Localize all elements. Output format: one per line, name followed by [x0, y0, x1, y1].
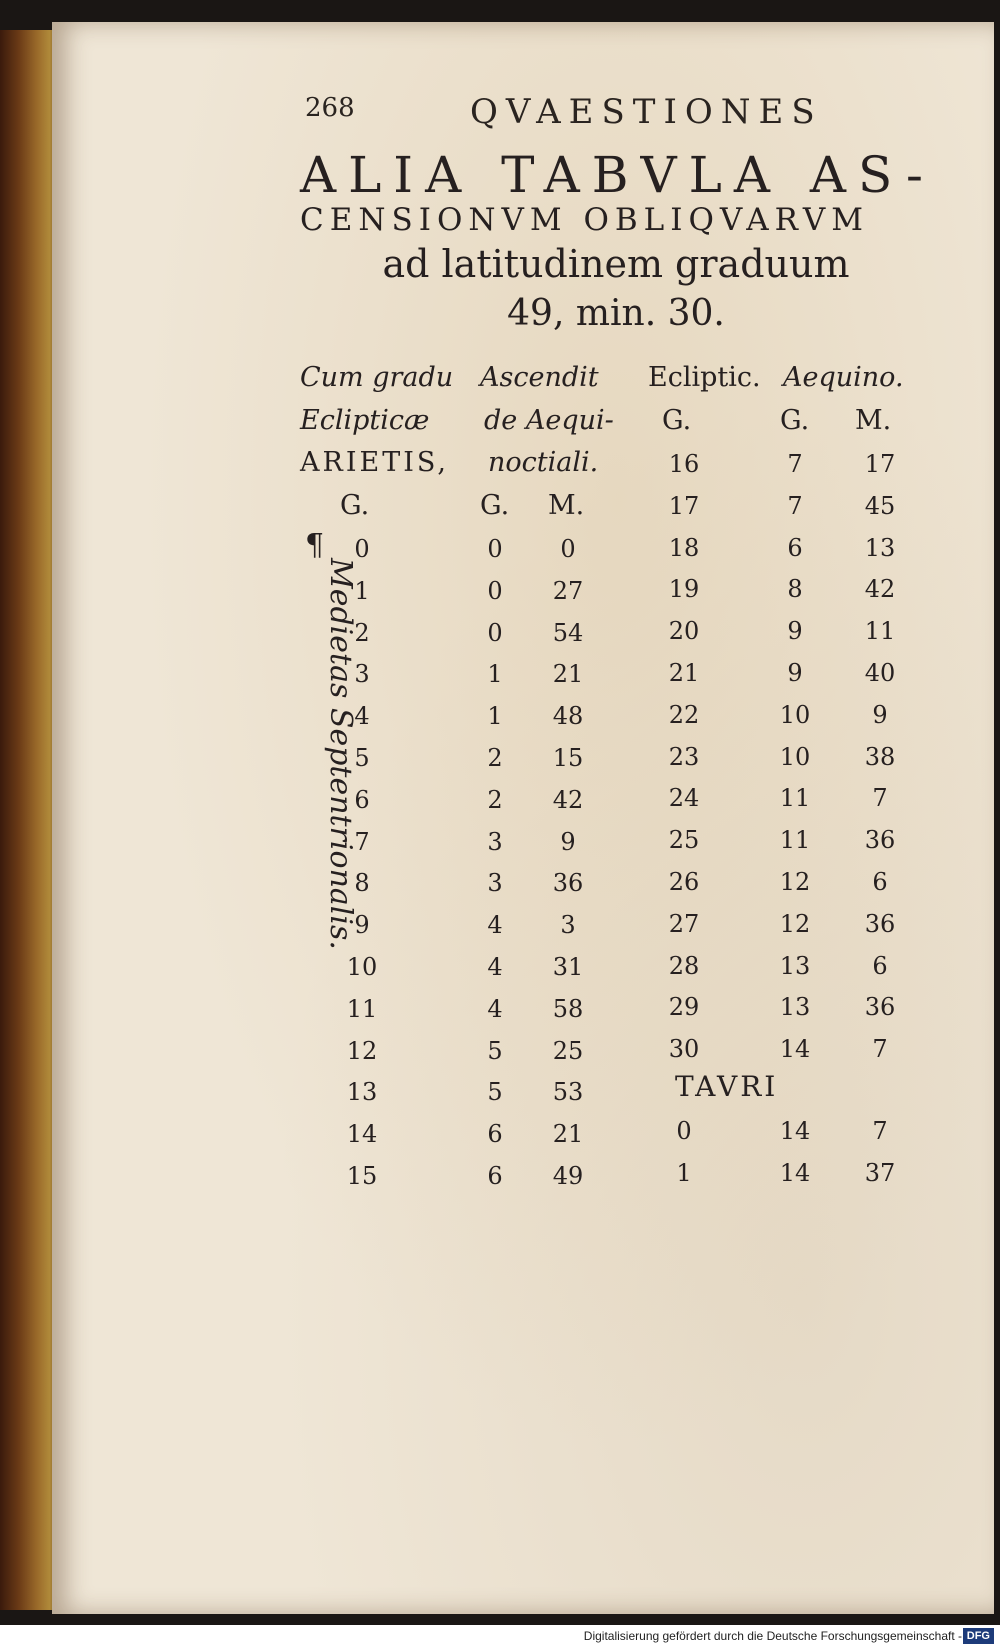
header-m-right: M.	[855, 405, 892, 436]
table-cell: 45	[864, 491, 896, 520]
table-cell: 7	[872, 1117, 888, 1145]
table-cell: 10	[346, 953, 378, 981]
table-cell: 3	[354, 660, 370, 689]
table-cell: 25	[668, 826, 700, 855]
table-cell: 0	[560, 535, 576, 563]
title-line-1: ALIA TABVLA AS-	[300, 146, 935, 204]
table-cell: 12	[779, 909, 811, 938]
table-cell: 15	[552, 744, 584, 772]
table-cell: 5	[487, 1078, 503, 1107]
header-cum-gradu: Cum gradu	[300, 362, 454, 393]
header-g-right2: G.	[780, 405, 810, 436]
table-cell: 6	[487, 1120, 503, 1149]
table-cell: 0	[354, 535, 370, 563]
table-cell: 21	[668, 659, 700, 687]
table-cell: 14	[779, 1035, 811, 1064]
tauri-label: TAVRI	[675, 1070, 779, 1103]
side-label: Medietas Septentrionalis.	[323, 558, 358, 950]
header-de-aequi: de Aequi-	[484, 405, 614, 436]
table-cell: 17	[864, 450, 896, 478]
table-cell: 16	[668, 450, 700, 478]
dfg-logo: DFG	[963, 1628, 994, 1644]
table-cell: 0	[487, 576, 503, 605]
table-cell: 11	[779, 826, 811, 855]
table-cell: 11	[864, 617, 896, 646]
table-cell: 1	[487, 702, 503, 731]
table-cell: 13	[779, 951, 811, 980]
table-cell: 14	[779, 1158, 811, 1187]
footer-credit: Digitalisierung gefördert durch die Deutsche Forschungsgemeinschaft -	[0, 1625, 1000, 1647]
table-cell: 2	[487, 744, 503, 772]
table-cell: 28	[668, 951, 700, 980]
table-cell: 4	[487, 994, 503, 1023]
table-cell: 29	[668, 993, 700, 1022]
table-cell: 30	[668, 1035, 700, 1064]
running-head: QVAESTIONES	[470, 92, 823, 132]
table-cell: 3	[487, 827, 503, 856]
table-cell: 36	[864, 909, 896, 938]
table-cell: 14	[346, 1120, 378, 1149]
header-eclipticae: Eclipticæ	[300, 405, 430, 436]
table-cell: 42	[864, 575, 896, 604]
table-cell: 4	[487, 911, 503, 940]
table-cell: 36	[552, 869, 584, 898]
table-cell: 12	[346, 1036, 378, 1065]
table-cell: 49	[552, 1162, 584, 1190]
header-noctiali: noctiali.	[488, 447, 599, 478]
table-cell: 0	[676, 1117, 692, 1145]
table-cell: 27	[552, 576, 584, 605]
table-cell: 6	[872, 951, 888, 980]
table-cell: 5	[487, 1036, 503, 1065]
table-cell: 53	[552, 1078, 584, 1107]
header-g-left: G.	[340, 490, 370, 521]
header-m-mid: M.	[548, 490, 585, 521]
table-cell: 21	[552, 1120, 584, 1149]
table-cell: 7	[787, 450, 803, 478]
table-cell: 11	[779, 784, 811, 813]
table-cell: 42	[552, 785, 584, 814]
table-cell: 37	[864, 1158, 896, 1187]
table-cell: 12	[779, 868, 811, 896]
table-cell: 6	[354, 785, 370, 814]
table-cell: 18	[668, 533, 700, 562]
page-number: 268	[305, 93, 355, 123]
table-cell: 40	[864, 659, 896, 687]
table-cell: 58	[552, 994, 584, 1023]
table-cell: 31	[552, 953, 584, 981]
header-g-right: G.	[662, 405, 692, 436]
table-cell: 9	[354, 911, 370, 940]
table-cell: 11	[346, 994, 378, 1023]
table-cell: 48	[552, 702, 584, 731]
table-cell: 9	[787, 617, 803, 646]
table-cell: 8	[354, 869, 370, 898]
table-cell: 14	[779, 1117, 811, 1145]
table-cell: 7	[787, 491, 803, 520]
table-cell: 2	[487, 785, 503, 814]
table-cell: 6	[787, 533, 803, 562]
table-cell: 17	[668, 491, 700, 520]
table-cell: 13	[864, 533, 896, 562]
table-cell: 2	[354, 618, 370, 647]
table-cell: 22	[668, 700, 700, 729]
table-cell: 23	[668, 742, 700, 771]
table-cell: 54	[552, 618, 584, 647]
table-cell: 27	[668, 909, 700, 938]
paragraph-mark-icon: ¶	[305, 528, 325, 563]
title-line-2: CENSIONVM OBLIQVARVM	[300, 202, 869, 238]
table-cell: 25	[552, 1036, 584, 1065]
table-cell: 3	[487, 869, 503, 898]
table-cell: 10	[779, 700, 811, 729]
table-cell: 6	[487, 1162, 503, 1190]
table-cell: 1	[676, 1158, 692, 1187]
table-cell: 9	[787, 659, 803, 687]
table-cell: 20	[668, 617, 700, 646]
table-cell: 24	[668, 784, 700, 813]
header-ecliptic: Ecliptic.	[648, 362, 761, 393]
table-cell: 19	[668, 575, 700, 604]
table-cell: 7	[872, 784, 888, 813]
title-line-4: 49, min. 30.	[507, 293, 725, 334]
table-cell: 36	[864, 826, 896, 855]
table-cell: 4	[487, 953, 503, 981]
table-cell: 13	[779, 993, 811, 1022]
table-cell: 1	[487, 660, 503, 689]
table-cell: 5	[354, 744, 370, 772]
table-cell: 7	[354, 827, 370, 856]
table-cell: 9	[560, 827, 576, 856]
table-cell: 7	[872, 1035, 888, 1064]
table-cell: 3	[560, 911, 576, 940]
table-cell: 26	[668, 868, 700, 896]
table-cell: 9	[872, 700, 888, 729]
title-line-3: ad latitudinem graduum	[382, 242, 850, 286]
header-ascendit: Ascendit	[480, 362, 599, 393]
table-cell: 13	[346, 1078, 378, 1107]
header-g-mid: G.	[480, 490, 510, 521]
table-cell: 10	[779, 742, 811, 771]
table-cell: 36	[864, 993, 896, 1022]
table-cell: 0	[487, 535, 503, 563]
table-cell: 6	[872, 868, 888, 896]
table-cell: 15	[346, 1162, 378, 1190]
table-cell: 4	[354, 702, 370, 731]
header-aequino: Aequino.	[783, 362, 904, 393]
table-cell: 0	[487, 618, 503, 647]
header-arietis: ARIETIS,	[300, 447, 449, 478]
table-cell: 1	[354, 576, 370, 605]
table-cell: 21	[552, 660, 584, 689]
table-cell: 8	[787, 575, 803, 604]
table-cell: 38	[864, 742, 896, 771]
